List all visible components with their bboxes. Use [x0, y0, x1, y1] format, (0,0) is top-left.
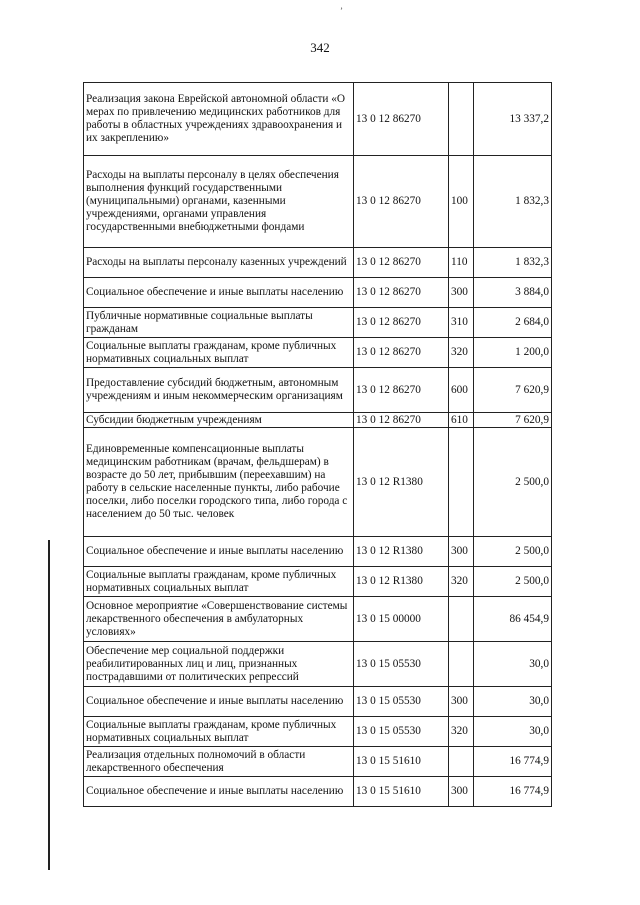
row-sum: 30,0	[474, 687, 552, 717]
row-sum: 2 684,0	[474, 308, 552, 338]
row-vr: 110	[449, 248, 474, 278]
row-vr: 600	[449, 368, 474, 413]
row-code: 13 0 15 05530	[354, 717, 449, 747]
row-code: 13 0 12 86270	[354, 278, 449, 308]
scan-mark: ʼ	[340, 6, 343, 16]
row-name: Субсидии бюджетным учреждениям	[84, 413, 354, 428]
row-vr: 300	[449, 777, 474, 807]
row-name: Социальное обеспечение и иные выплаты населению	[84, 537, 354, 567]
table-row	[84, 248, 552, 278]
table-row	[84, 278, 552, 308]
row-vr: 300	[449, 537, 474, 567]
margin-line	[48, 540, 50, 870]
row-sum: 86 454,9	[474, 597, 552, 642]
row-name: Социальные выплаты гражданам, кроме публичных нормативных социальных выплат	[84, 567, 354, 597]
row-sum: 3 884,0	[474, 278, 552, 308]
row-code: 13 0 15 51610	[354, 747, 449, 777]
table-row	[84, 777, 552, 807]
table-row	[84, 537, 552, 567]
row-code: 13 0 12 86270	[354, 308, 449, 338]
table-row	[84, 368, 552, 413]
table-row	[84, 338, 552, 368]
table-row	[84, 83, 552, 156]
table-row	[84, 687, 552, 717]
page-number: 342	[310, 40, 330, 55]
row-sum: 2 500,0	[474, 537, 552, 567]
budget-table	[83, 82, 552, 807]
row-sum: 7 620,9	[474, 368, 552, 413]
row-sum: 16 774,9	[474, 747, 552, 777]
row-code: 13 0 15 51610	[354, 777, 449, 807]
table-row	[84, 597, 552, 642]
row-vr: 320	[449, 567, 474, 597]
row-name: Социальные выплаты гражданам, кроме публичных нормативных социальных выплат	[84, 717, 354, 747]
table-row	[84, 567, 552, 597]
row-vr: 300	[449, 687, 474, 717]
table-row	[84, 308, 552, 338]
row-name: Предоставление субсидий бюджетным, автономным учреждениям и иным некоммерческим организациям	[84, 368, 354, 413]
row-vr: 320	[449, 338, 474, 368]
row-vr: 300	[449, 278, 474, 308]
row-name: Социальные выплаты гражданам, кроме публичных нормативных социальных выплат	[84, 338, 354, 368]
row-name: Публичные нормативные социальные выплаты гражданам	[84, 308, 354, 338]
row-sum: 30,0	[474, 642, 552, 687]
row-name: Социальное обеспечение и иные выплаты населению	[84, 687, 354, 717]
table-row	[84, 413, 552, 428]
row-name: Обеспечение мер социальной поддержки реабилитированных лиц и лиц, признанных пострадавшими от политических репрессий	[84, 642, 354, 687]
row-sum: 2 500,0	[474, 428, 552, 537]
table-row	[84, 428, 552, 537]
row-code: 13 0 12 86270	[354, 83, 449, 156]
row-code: 13 0 12 86270	[354, 338, 449, 368]
row-code: 13 0 12 86270	[354, 156, 449, 248]
row-name: Основное мероприятие «Совершенствование системы лекарственного обеспечения в амбулаторных условиях»	[84, 597, 354, 642]
row-vr: 310	[449, 308, 474, 338]
row-vr: 320	[449, 717, 474, 747]
row-code: 13 0 12 R1380	[354, 567, 449, 597]
row-code: 13 0 15 05530	[354, 642, 449, 687]
row-sum: 2 500,0	[474, 567, 552, 597]
row-vr	[449, 747, 474, 777]
table-row	[84, 156, 552, 248]
row-code: 13 0 12 86270	[354, 413, 449, 428]
row-name: Реализация отдельных полномочий в области лекарственного обеспечения	[84, 747, 354, 777]
row-vr	[449, 428, 474, 537]
row-name: Расходы на выплаты персоналу казенных учреждений	[84, 248, 354, 278]
row-name: Реализация закона Еврейской автономной области «О мерах по привлечению медицинских работников для работы в областных учреждениях здравоохранения и их закреплению»	[84, 83, 354, 156]
row-sum: 1 200,0	[474, 338, 552, 368]
table-row	[84, 642, 552, 687]
row-code: 13 0 12 R1380	[354, 428, 449, 537]
row-code: 13 0 12 86270	[354, 368, 449, 413]
row-name: Расходы на выплаты персоналу в целях обеспечения выполнения функций государственными (муниципальными) органами, казенными учреждениями, органами управления государственными внебюджетными фондами	[84, 156, 354, 248]
row-code: 13 0 15 00000	[354, 597, 449, 642]
row-sum: 16 774,9	[474, 777, 552, 807]
table-row	[84, 717, 552, 747]
row-name: Социальное обеспечение и иные выплаты населению	[84, 777, 354, 807]
row-name: Единовременные компенсационные выплаты медицинским работникам (врачам, фельдшерам) в возрасте до 50 лет, прибывшим (переехавшим) на работу в сельские населенные пункты, либо рабочие поселки, либо поселки городского типа, либо города с населением до 50 тыс. человек	[84, 428, 354, 537]
row-vr	[449, 642, 474, 687]
row-vr	[449, 83, 474, 156]
row-vr: 100	[449, 156, 474, 248]
row-vr	[449, 597, 474, 642]
row-name: Социальное обеспечение и иные выплаты населению	[84, 278, 354, 308]
row-vr: 610	[449, 413, 474, 428]
row-code: 13 0 12 86270	[354, 248, 449, 278]
row-code: 13 0 15 05530	[354, 687, 449, 717]
row-sum: 7 620,9	[474, 413, 552, 428]
row-sum: 1 832,3	[474, 156, 552, 248]
row-sum: 13 337,2	[474, 83, 552, 156]
table-row	[84, 747, 552, 777]
row-sum: 30,0	[474, 717, 552, 747]
row-sum: 1 832,3	[474, 248, 552, 278]
row-code: 13 0 12 R1380	[354, 537, 449, 567]
